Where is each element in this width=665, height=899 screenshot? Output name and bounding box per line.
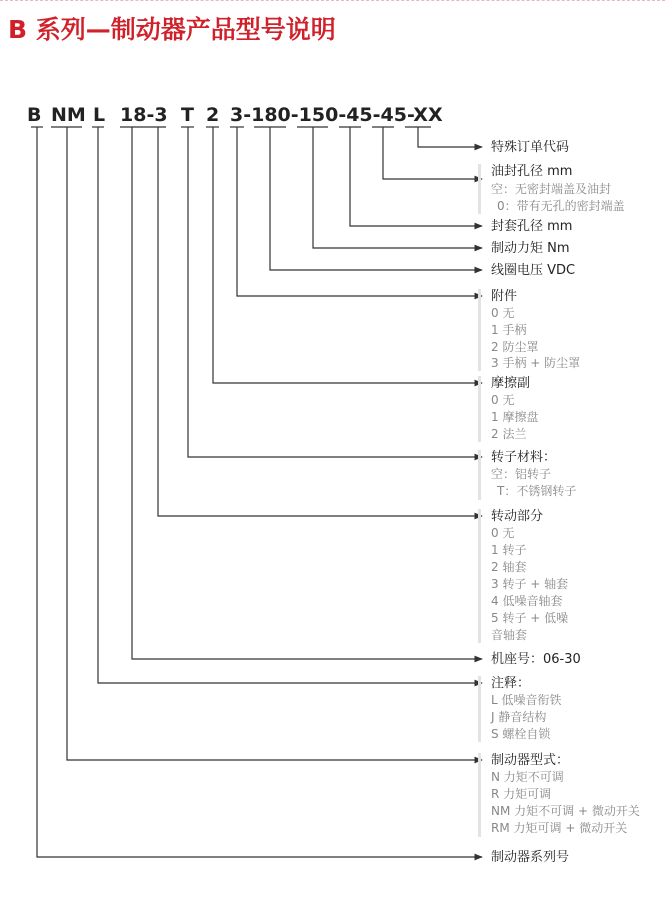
option-text: 0 无 bbox=[491, 393, 515, 407]
code-series: B bbox=[27, 104, 42, 126]
page-title: B 系列—制动器产品型号说明 bbox=[8, 15, 336, 44]
entry-label: 转动部分 bbox=[491, 509, 544, 524]
option-text: 2 轴套 bbox=[491, 560, 527, 574]
option-text: 2 防尘罩 bbox=[491, 340, 539, 354]
entry-label: 注释： bbox=[491, 676, 531, 691]
code-type: NM bbox=[51, 104, 86, 126]
option-text: N 力矩不可调 bbox=[491, 770, 564, 784]
option-text: L 低噪音衔铁 bbox=[491, 693, 562, 707]
connector-oil-seal bbox=[383, 127, 482, 179]
connector-sleeve-bore bbox=[350, 127, 482, 226]
code-rotor-material: T bbox=[181, 104, 194, 126]
connector-special-code bbox=[418, 127, 482, 147]
option-text: R 力矩可调 bbox=[491, 787, 552, 801]
option-text: 0 无 bbox=[491, 526, 515, 540]
connector-series bbox=[37, 127, 482, 857]
connector-rotor-material bbox=[188, 127, 482, 457]
connector-torque bbox=[313, 127, 482, 248]
connector-brake-type bbox=[67, 127, 482, 760]
option-text: RM 力矩可调 + 微动开关 bbox=[491, 821, 628, 835]
code-tail: 3-180-150-45-45-XX bbox=[230, 104, 443, 126]
entry-label: 制动器系列号 bbox=[491, 850, 570, 865]
option-text: 3 手柄 + 防尘罩 bbox=[491, 356, 581, 370]
entry-label: 特殊订单代码 bbox=[491, 140, 570, 155]
entry-label: 附件 bbox=[491, 289, 518, 304]
connector-accessory bbox=[237, 127, 482, 296]
option-text: 0 无 bbox=[491, 306, 515, 320]
option-text: NM 力矩不可调 + 微动开关 bbox=[491, 804, 640, 818]
code-frame-size: 18-3 bbox=[120, 104, 168, 126]
option-text: 3 转子 + 轴套 bbox=[491, 577, 569, 591]
option-text: 0：带有无孔的密封端盖 bbox=[497, 199, 625, 213]
connector-frame bbox=[132, 127, 482, 659]
option-text: 5 转子 + 低噪 bbox=[491, 611, 569, 625]
entry-label: 线圈电压 VDC bbox=[491, 263, 576, 278]
entry-label: 转子材料： bbox=[491, 450, 557, 465]
entry-label: 机座号：06-30 bbox=[491, 652, 581, 667]
option-text: T：不锈钢转子 bbox=[497, 484, 577, 498]
option-text: 1 转子 bbox=[491, 543, 527, 557]
connector-friction bbox=[213, 127, 482, 383]
option-text: 2 法兰 bbox=[491, 427, 527, 441]
entry-label: 油封孔径 mm bbox=[491, 164, 573, 179]
code-friction: 2 bbox=[206, 104, 220, 126]
code-note: L bbox=[93, 104, 106, 126]
option-text: 空：铝转子 bbox=[491, 467, 552, 481]
option-text: 4 低噪音轴套 bbox=[491, 594, 563, 608]
connector-rotating-part bbox=[158, 127, 482, 516]
option-text: 1 摩擦盘 bbox=[491, 410, 539, 424]
option-text: 1 手柄 bbox=[491, 323, 527, 337]
entry-label: 封套孔径 mm bbox=[491, 219, 573, 234]
entry-label: 摩擦副 bbox=[491, 376, 531, 391]
entry-label: 制动器型式： bbox=[491, 753, 570, 768]
option-text: J 静音结构 bbox=[491, 710, 547, 724]
entry-label: 制动力矩 Nm bbox=[491, 241, 570, 256]
option-text: S 螺栓自锁 bbox=[491, 727, 551, 741]
connector-note bbox=[98, 127, 482, 683]
option-text: 空：无密封端盖及油封 bbox=[491, 182, 612, 196]
option-text: 音轴套 bbox=[491, 628, 528, 642]
